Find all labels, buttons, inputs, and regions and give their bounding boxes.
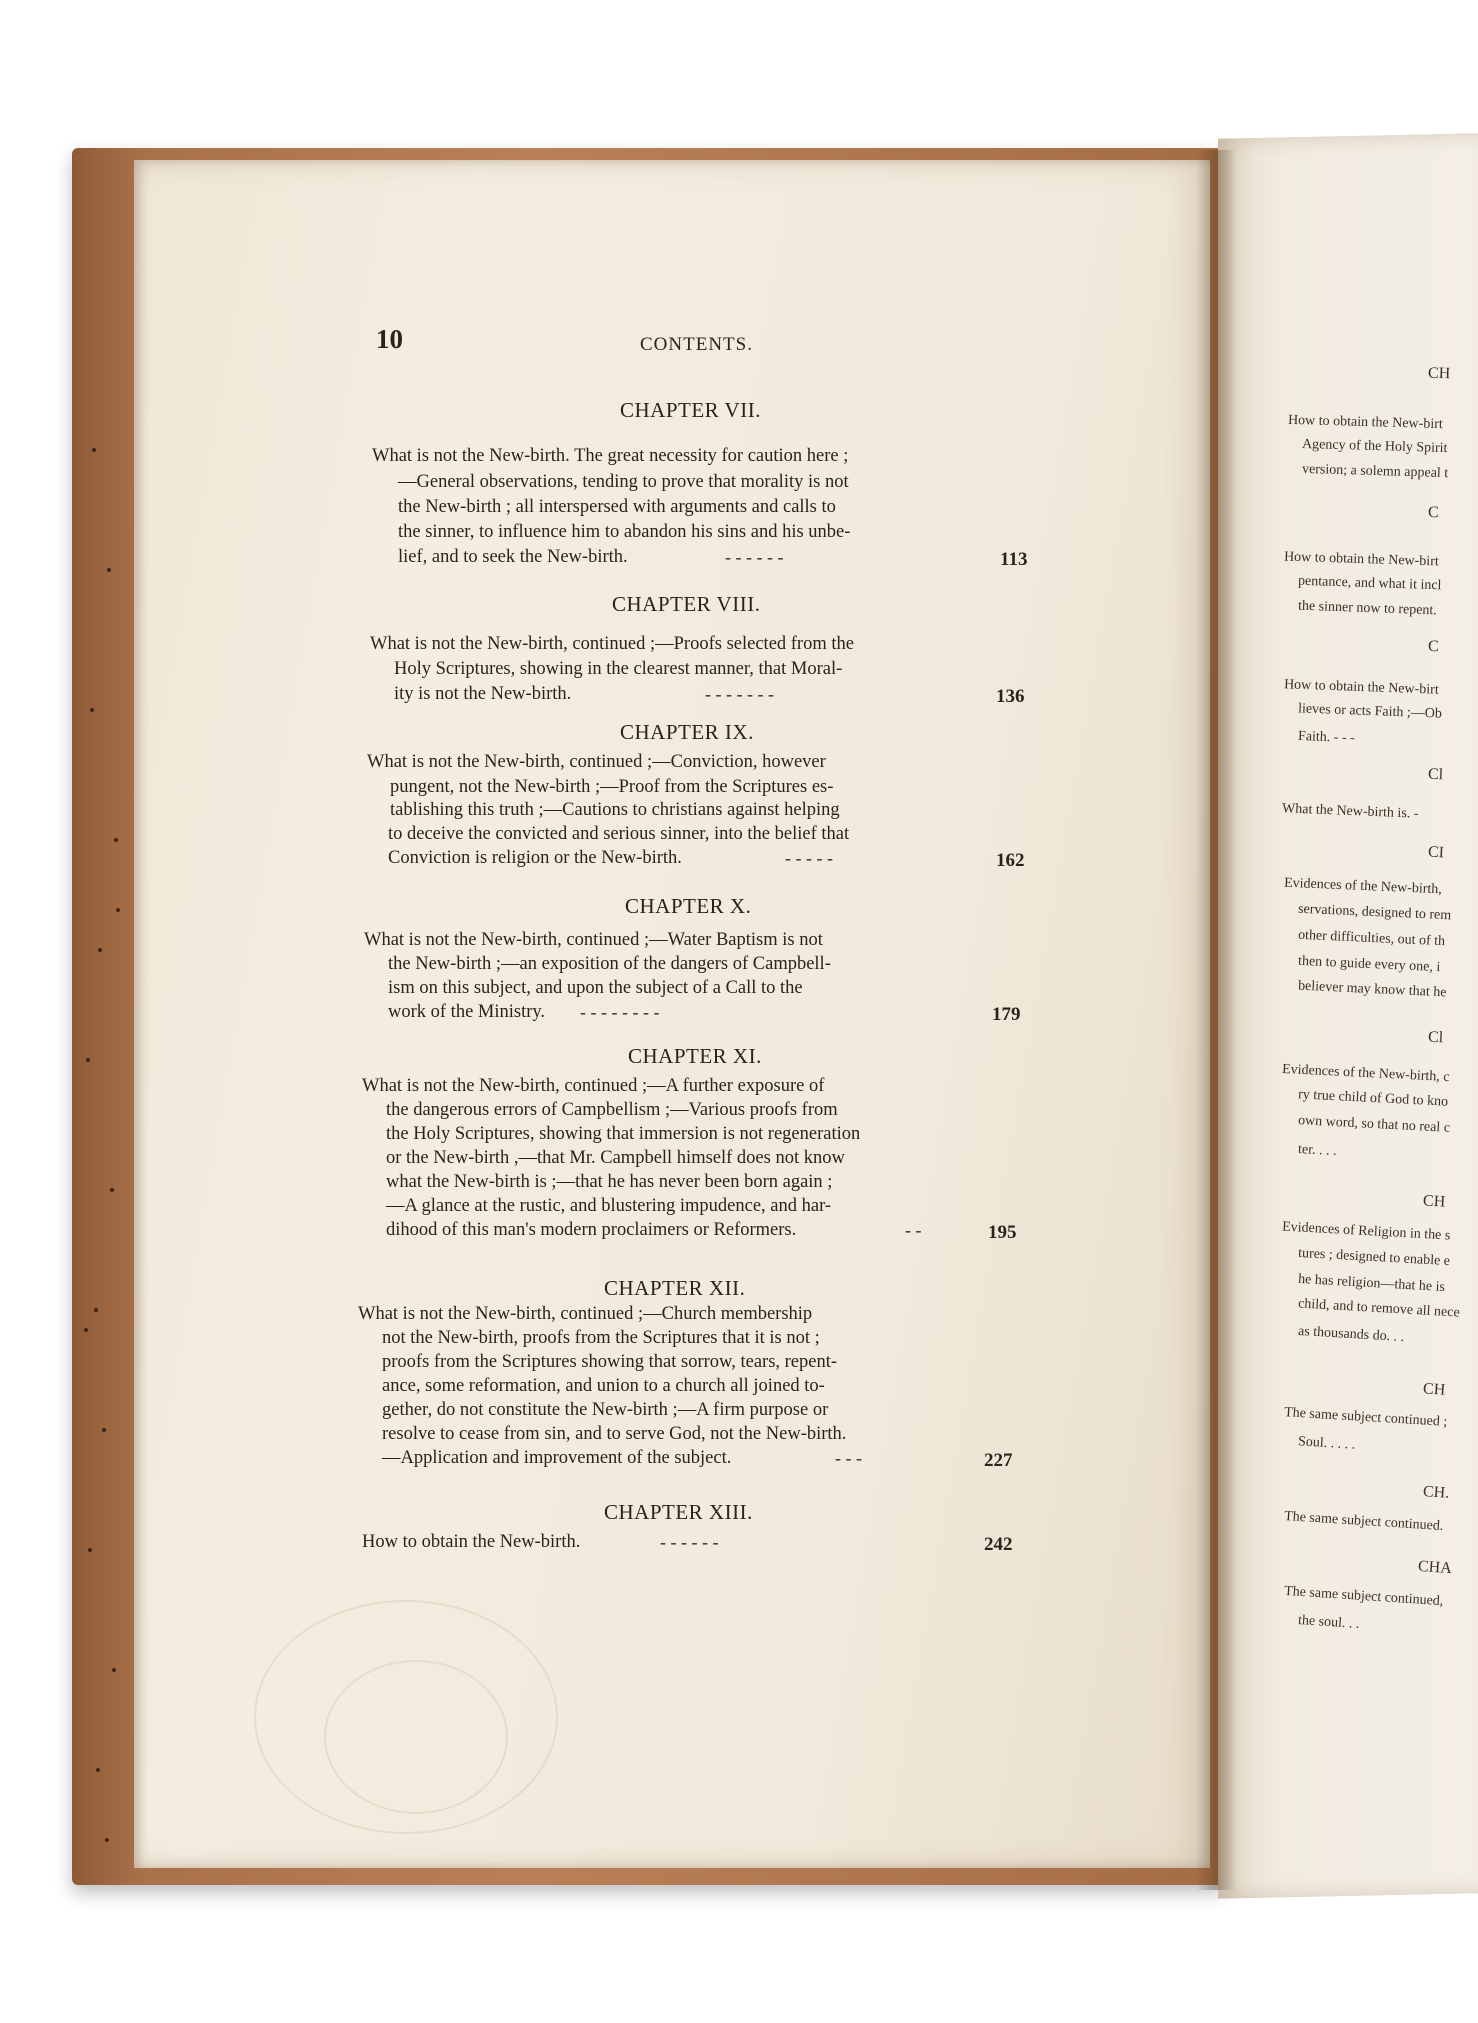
chapter-heading: CHAPTER XII. (604, 1276, 746, 1300)
dot-leader: - - - - - - - (705, 684, 774, 704)
right-page-line: version; a solemn appeal t (1301, 461, 1449, 482)
foxing-spot (88, 1548, 92, 1552)
chapter-summary-line: the Holy Scriptures, showing that immersion is not regeneration (386, 1124, 861, 1144)
dot-leader: - - - (835, 1448, 862, 1468)
right-page-line: Evidences of the New-birth, (1283, 875, 1443, 897)
chapter-summary-line: or the New-birth ,—that Mr. Campbell himself does not know (386, 1148, 845, 1168)
dot-leader: - - - - - - - - (580, 1002, 660, 1022)
foxing-spot (92, 448, 96, 452)
foxing-spot (84, 1328, 88, 1332)
chapter-summary-line: What is not the New-birth, continued ;—Proofs selected from the (370, 634, 854, 654)
right-page-line: What the New-birth is. - (1281, 801, 1419, 822)
right-page-line: Agency of the Holy Spirit (1301, 437, 1448, 457)
chapter-page-number: 113 (1000, 549, 1028, 570)
chapter-summary-line: the New-birth ;—an exposition of the dangers of Campbell- (388, 954, 831, 974)
dot-leader: - - - - - - (660, 1532, 719, 1552)
chapter-page-number: 242 (984, 1534, 1013, 1555)
chapter-summary-line: —A glance at the rustic, and blustering impudence, and har- (386, 1196, 832, 1216)
right-page-line: Evidences of Religion in the s (1281, 1219, 1451, 1244)
chapter-summary-line: What is not the New-birth. The great necessity for caution here ; (372, 446, 849, 466)
dot-leader: - - - - - - (725, 547, 784, 567)
chapter-page-number: 227 (984, 1450, 1013, 1471)
right-page-line: CH (1422, 1380, 1446, 1399)
right-page-line: servations, designed to rem (1297, 901, 1452, 924)
chapter-summary-line: How to obtain the New-birth. (362, 1532, 581, 1552)
chapter-summary-line: work of the Ministry. (388, 1002, 546, 1022)
chapter-heading: CHAPTER XI. (628, 1044, 762, 1068)
chapter-summary-line: Holy Scriptures, showing in the clearest manner, that Moral- (394, 659, 843, 679)
right-page-line: How to obtain the New-birt (1287, 412, 1443, 432)
right-page-line: CI (1427, 843, 1445, 862)
chapter-summary-line: resolve to cease from sin, and to serve God, not the New-birth. (382, 1424, 847, 1444)
chapter-summary-line: not the New-birth, proofs from the Scriptures that it is not ; (382, 1328, 820, 1348)
right-page-line: How to obtain the New-birt (1283, 549, 1439, 569)
right-page-line: Cl (1427, 766, 1444, 784)
chapter-summary-line: ism on this subject, and upon the subject of a Call to the (388, 978, 803, 998)
right-page-line: Evidences of the New-birth, c (1281, 1061, 1450, 1085)
right-page-line: the soul. . . (1297, 1612, 1360, 1632)
right-page-line: Cl (1427, 1028, 1444, 1047)
running-head: CONTENTS. (640, 334, 753, 355)
chapter-page-number: 162 (996, 850, 1025, 871)
dot-leader: - - (905, 1220, 922, 1240)
right-page-line: How to obtain the New-birt (1283, 677, 1439, 699)
chapter-summary-line: ance, some reformation, and union to a church all joined to- (382, 1376, 825, 1396)
chapter-page-number: 179 (992, 1004, 1021, 1025)
right-page-line: The same subject continued ; (1283, 1405, 1448, 1431)
right-page-line: CH. (1422, 1483, 1450, 1502)
chapter-summary-line: tablishing this truth ;—Cautions to christians against helping (390, 800, 840, 820)
foxing-spot (110, 1188, 114, 1192)
foxing-spot (102, 1428, 106, 1432)
right-page-line: as thousands do. . . (1297, 1323, 1405, 1346)
right-page-line: Soul. . . . . (1297, 1434, 1356, 1453)
foxing-spot (107, 568, 111, 572)
chapter-heading: CHAPTER VIII. (612, 592, 761, 616)
right-page-line: C (1427, 503, 1439, 521)
right-page-line: he has religion—that he is (1297, 1271, 1446, 1295)
chapter-page-number: 195 (988, 1222, 1017, 1243)
chapter-heading: CHAPTER XIII. (604, 1500, 753, 1524)
foxing-spot (90, 708, 94, 712)
page-number: 10 (376, 324, 403, 354)
foxing-spot (96, 1768, 100, 1772)
foxing-spot (94, 1308, 98, 1312)
chapter-summary-line: proofs from the Scriptures showing that sorrow, tears, repent- (382, 1352, 838, 1372)
right-page-line: believer may know that he (1297, 978, 1447, 1001)
page-stain (324, 1660, 508, 1814)
chapter-heading: CHAPTER X. (625, 894, 752, 918)
chapter-summary-line: the New-birth ; all interspersed with arguments and calls to (398, 497, 836, 517)
foxing-spot (105, 1838, 109, 1842)
chapter-summary-line: —General observations, tending to prove that morality is not (398, 472, 849, 492)
dot-leader: - - - - - (785, 848, 833, 868)
right-page-line: the sinner now to repent. (1297, 598, 1438, 619)
chapter-summary-line: Conviction is religion or the New-birth. (388, 848, 682, 868)
chapter-page-number: 136 (996, 686, 1025, 707)
chapter-summary-line: —Application and improvement of the subject. (382, 1448, 732, 1468)
chapter-summary-line: the dangerous errors of Campbellism ;—Various proofs from (386, 1100, 838, 1120)
right-page-text (1218, 136, 1461, 1896)
foxing-spot (98, 948, 102, 952)
right-page-line: then to guide every one, i (1297, 953, 1441, 975)
chapter-summary-line: what the New-birth is ;—that he has never been born again ; (386, 1172, 833, 1192)
right-page-line: tures ; designed to enable e (1297, 1245, 1451, 1270)
right-page-line: Faith. - - - (1297, 728, 1356, 746)
chapter-summary-line: What is not the New-birth, continued ;—Conviction, however (367, 752, 826, 772)
right-page-line: CHA (1417, 1558, 1453, 1578)
right-page-line: ter. . . . (1297, 1141, 1337, 1159)
right-page-line: CH (1422, 1191, 1446, 1211)
chapter-summary-line: pungent, not the New-birth ;—Proof from the Scriptures es- (390, 777, 834, 797)
chapter-summary-line: ity is not the New-birth. (394, 684, 572, 704)
right-page-line: The same subject continued. (1283, 1508, 1444, 1534)
chapter-summary-line: What is not the New-birth, continued ;—Church membership (358, 1304, 813, 1324)
right-page-line: CH (1427, 364, 1451, 383)
foxing-spot (86, 1058, 90, 1062)
right-page-line: The same subject continued, (1283, 1583, 1444, 1610)
foxing-spot (116, 908, 120, 912)
chapter-summary-line: to deceive the convicted and serious sinner, into the belief that (388, 824, 850, 844)
chapter-heading: CHAPTER IX. (620, 720, 754, 744)
right-page-line: other difficulties, out of th (1297, 927, 1446, 950)
chapter-heading: CHAPTER VII. (620, 398, 761, 422)
chapter-summary-line: What is not the New-birth, continued ;—Water Baptism is not (364, 930, 823, 950)
right-page-line: lieves or acts Faith ;—Ob (1297, 701, 1443, 722)
right-page-line: ry true child of God to kno (1297, 1087, 1449, 1111)
right-page-line: child, and to remove all nece (1297, 1296, 1461, 1321)
chapter-summary-line: gether, do not constitute the New-birth ;—A firm purpose or (382, 1400, 829, 1420)
chapter-summary-line: What is not the New-birth, continued ;—A further exposure of (362, 1076, 825, 1096)
right-page-line: pentance, and what it incl (1297, 573, 1442, 594)
chapter-summary-line: dihood of this man's modern proclaimers or Reformers. (386, 1220, 797, 1240)
foxing-spot (114, 838, 118, 842)
foxing-spot (112, 1668, 116, 1672)
right-page-line: C (1427, 637, 1439, 655)
right-page-line: own word, so that no real c (1297, 1113, 1451, 1136)
chapter-summary-line: the sinner, to influence him to abandon his sins and his unbe- (398, 522, 851, 542)
chapter-summary-line: lief, and to seek the New-birth. (398, 547, 628, 567)
